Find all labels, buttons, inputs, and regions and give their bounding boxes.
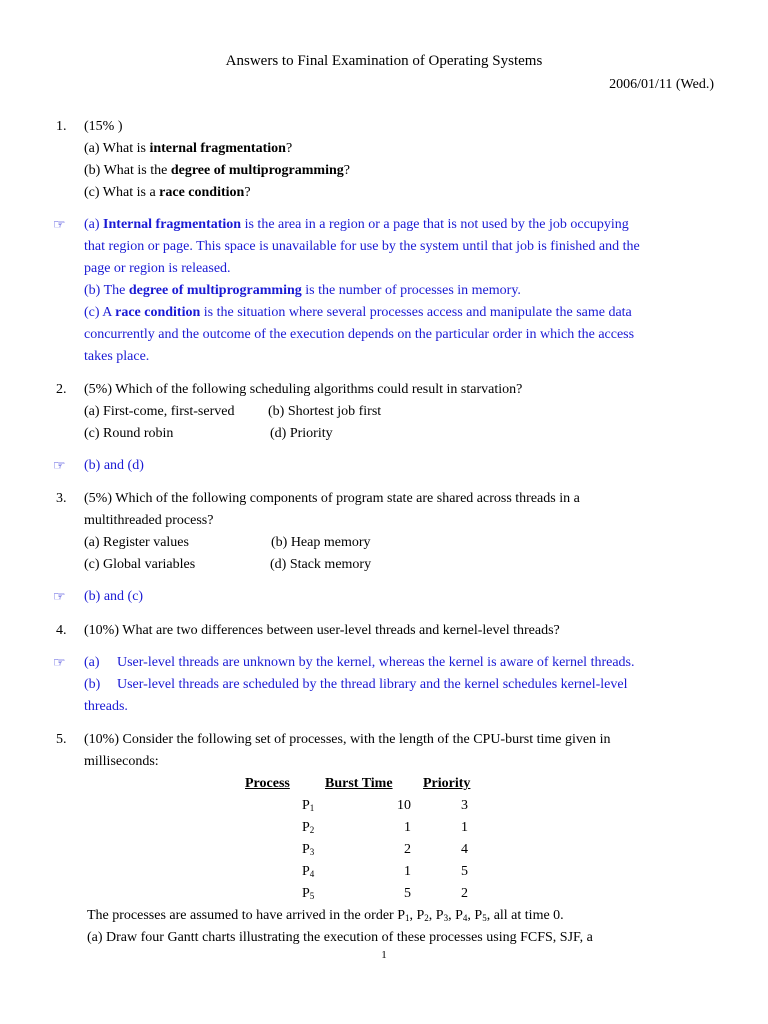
table-cell-priority: 5 — [461, 864, 468, 879]
option-b: (b) Heap memory — [271, 535, 371, 550]
table-cell-burst: 1 — [404, 820, 411, 835]
question-number: 1. — [56, 119, 67, 134]
option-b: (b) Shortest job first — [268, 404, 382, 419]
answer-1a-line: (a) Internal fragmentation is the area in a region or a page that is not used by the job occupying — [84, 217, 629, 232]
answer-1c-line: (c) A race condition is the situation where several processes access and manipulate the same data — [84, 305, 632, 320]
table-cell-burst: 1 — [404, 864, 411, 879]
option-d: (d) Priority — [270, 426, 333, 441]
table-cell-process: $P_5$ — [302, 886, 315, 901]
option-c: (c) Global variables — [84, 557, 196, 572]
question-number: 5. — [56, 732, 67, 747]
table-cell-process: $P_1$ — [302, 798, 315, 813]
table-cell-priority: 4 — [461, 842, 468, 857]
answer-4a-label: (a) — [84, 655, 100, 670]
answer-1b: (b) The degree of multiprogramming is the number of processes in memory. — [84, 283, 521, 298]
table-header-burst-time: Burst Time — [325, 776, 393, 791]
answer-4a: User-level threads are unknown by the kernel, whereas the kernel is aware of kernel threads. — [117, 655, 635, 670]
question-1a: (a) What is internal fragmentation? — [84, 141, 293, 156]
question-1b: (b) What is the degree of multiprogramming? — [84, 163, 350, 178]
answer-1c-line: concurrently and the outcome of the execution depends on the particular order in which the access — [84, 327, 635, 342]
question-4-text: (10%) What are two differences between user-level threads and kernel-level threads? — [84, 623, 560, 638]
question-number: 2. — [56, 382, 67, 397]
question-5-text: (10%) Consider the following set of processes, with the length of the CPU-burst time given in — [84, 732, 611, 747]
question-3-text: (5%) Which of the following components of program state are shared across threads in a — [84, 491, 580, 506]
table-cell-burst: 10 — [397, 798, 411, 813]
table-cell-priority: 3 — [461, 798, 468, 813]
option-c: (c) Round robin — [84, 426, 174, 441]
answer-1a-line: that region or page. This space is unavailable for use by the system until that job is finished and the — [84, 239, 640, 254]
pointing-hand-icon: ☞ — [53, 218, 66, 233]
pointing-hand-icon: ☞ — [53, 656, 66, 671]
question-2-text: (5%) Which of the following scheduling algorithms could result in starvation? — [84, 382, 523, 397]
answer-3: (b) and (c) — [84, 589, 144, 604]
table-cell-process: $P_3$ — [302, 842, 315, 857]
arrival-order-text: The processes are assumed to have arrived in the order $P_1$, $P_2$, $P_3$, $P_4$, $P_5$, all at time 0. — [87, 908, 564, 923]
answer-4b: User-level threads are scheduled by the thread library and the kernel schedules kernel-level — [117, 677, 628, 692]
table-cell-process: $P_2$ — [302, 820, 315, 835]
table-header-process: Process — [245, 776, 290, 791]
question-5a: (a) Draw four Gantt charts illustrating the execution of these processes using FCFS, SJF, a — [87, 930, 593, 945]
option-a: (a) Register values — [84, 535, 189, 550]
pointing-hand-icon: ☞ — [53, 459, 66, 474]
table-cell-priority: 2 — [461, 886, 468, 901]
table-cell-burst: 5 — [404, 886, 411, 901]
page-number: 1 — [381, 949, 387, 961]
option-d: (d) Stack memory — [270, 557, 372, 572]
answer-4b-label: (b) — [84, 677, 101, 692]
page-title: Answers to Final Examination of Operating Systems — [225, 53, 543, 69]
question-1c: (c) What is a race condition? — [84, 185, 251, 200]
question-1-weight: (15% ) — [84, 119, 123, 134]
answer-2: (b) and (d) — [84, 458, 144, 473]
table-cell-burst: 2 — [404, 842, 411, 857]
question-number: 4. — [56, 623, 67, 638]
question-number: 3. — [56, 491, 67, 506]
option-a: (a) First-come, first-served — [84, 404, 235, 419]
pointing-hand-icon: ☞ — [53, 590, 66, 605]
table-cell-process: $P_4$ — [302, 864, 315, 879]
question-5-text: milliseconds: — [84, 754, 159, 769]
answer-4b: threads. — [84, 699, 128, 714]
exam-date: 2006/01/11 (Wed.) — [609, 77, 714, 92]
question-3-text: multithreaded process? — [84, 513, 214, 528]
table-header-priority: Priority — [423, 776, 471, 791]
answer-1a-line: page or region is released. — [84, 261, 231, 276]
table-cell-priority: 1 — [461, 820, 468, 835]
answer-1c-line: takes place. — [84, 349, 150, 364]
